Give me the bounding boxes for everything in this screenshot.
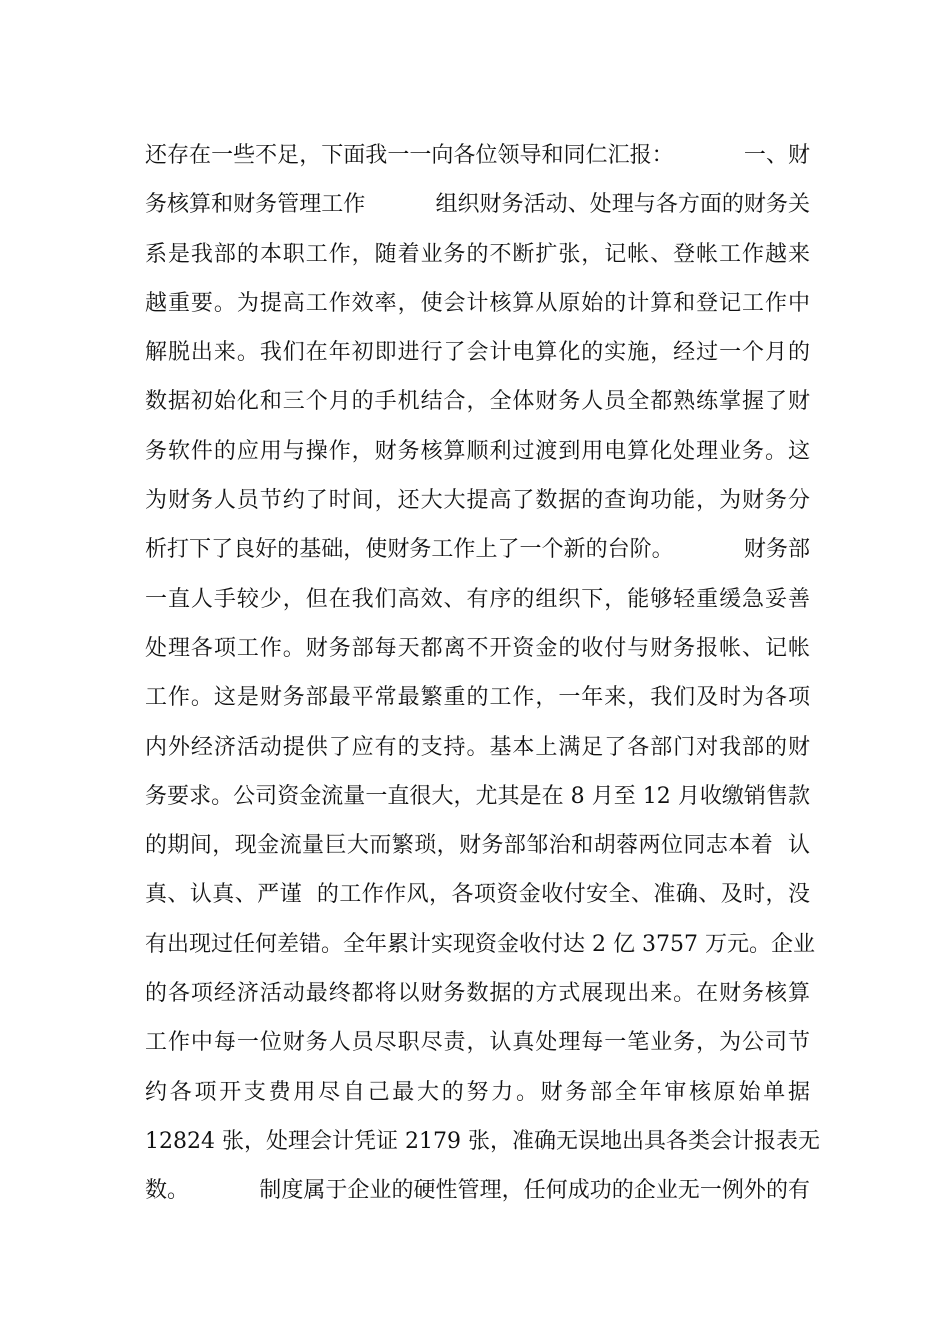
text-line: 解脱出来。我们在年初即进行了会计电算化的实施，经过一个月的 [145,340,810,366]
text-line: 数。 制度属于企业的硬性管理，任何成功的企业无一例外的有 [145,1178,810,1204]
text-line: 析打下了良好的基础，使财务工作上了一个新的台阶。 财务部 [145,537,810,563]
text-line: 务要求。公司资金流量一直很大，尤其是在 8 月至 12 月收缴销售款 [145,783,810,809]
body-text [145,131,820,1216]
text-line: 务软件的应用与操作，财务核算顺利过渡到用电算化处理业务。这 [145,438,810,464]
text-line: 的各项经济活动最终都将以财务数据的方式展现出来。在财务核算 [145,981,810,1007]
text-line: 处理各项工作。财务部每天都离不开资金的收付与财务报帐、记帐 [145,635,810,661]
text-line: 有出现过任何差错。全年累计实现资金收付达 2 亿 3757 万元。企业 [145,931,815,957]
text-line: 数据初始化和三个月的手机结合，全体财务人员全都熟练掌握了财 [145,389,810,415]
text-line: 的期间，现金流量巨大而繁琐，财务部邹治和胡蓉两位同志本着 认 [145,833,810,859]
text-line: 为财务人员节约了时间，还大大提高了数据的查询功能，为财务分 [145,488,810,514]
text-line: 12824 张，处理会计凭证 2179 张，准确无误地出具各类会计报表无 [145,1128,820,1154]
text-line: 内外经济活动提供了应有的支持。基本上满足了各部门对我部的财 [145,734,810,760]
text-line: 真、认真、严谨 的工作作风，各项资金收付安全、准确、及时，没 [145,882,810,908]
text-line: 工作中每一位财务人员尽职尽责，认真处理每一笔业务，为公司节 [145,1030,810,1056]
text-line: 一直人手较少，但在我们高效、有序的组织下，能够轻重缓急妥善 [145,586,810,612]
text-line: 约各项开支费用尽自己最大的努力。财务部全年审核原始单据 [145,1079,810,1105]
text-line: 系是我部的本职工作，随着业务的不断扩张，记帐、登帐工作越来 [145,241,810,267]
text-line: 还存在一些不足，下面我一一向各位领导和同仁汇报： 一、财 [145,143,810,168]
text-line: 工作。这是财务部最平常最繁重的工作，一年来，我们及时为各项 [145,685,810,711]
text-line: 务核算和财务管理工作 组织财务活动、处理与各方面的财务关 [145,192,810,218]
text-line: 越重要。为提高工作效率，使会计核算从原始的计算和登记工作中 [145,290,810,316]
